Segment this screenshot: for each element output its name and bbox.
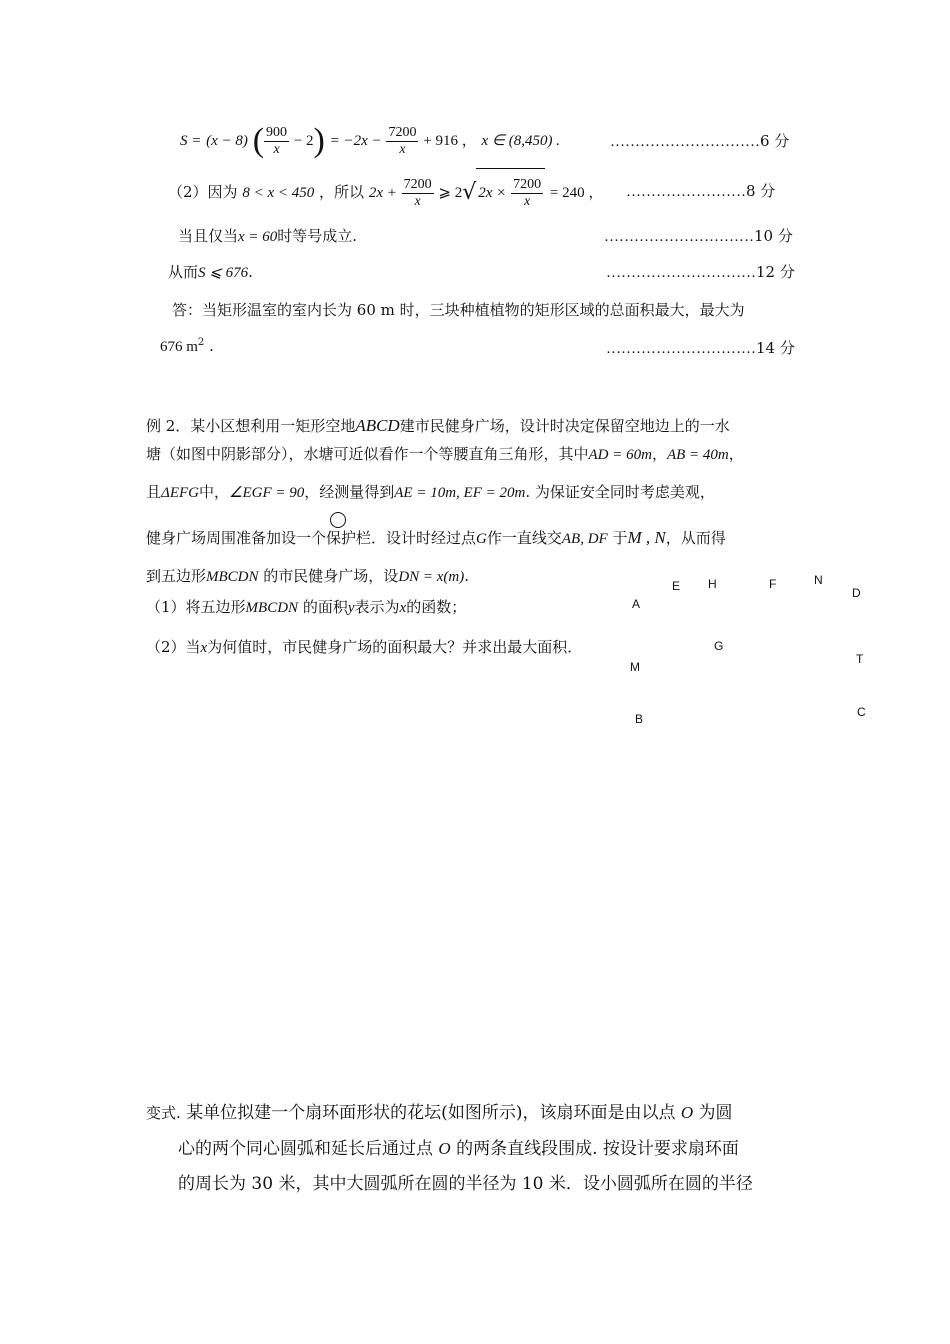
- label-d: D: [852, 586, 861, 600]
- variant-text: 为圆: [698, 1103, 733, 1123]
- score-value: 12 分: [756, 263, 795, 281]
- answer-text: 答：当矩形温室的室内长为 60 m 时，三块种植植物的矩形区域的总面积最大，最大为: [172, 301, 745, 319]
- var-x: x: [200, 640, 208, 656]
- ex2-text: ，经测量得到: [304, 483, 395, 501]
- point-o: O: [680, 1103, 694, 1122]
- label-n: N: [814, 573, 823, 587]
- sqrt-content: 2x × $\frac{7200}{x}$: [476, 168, 545, 216]
- ex2-text: 作一直线交: [486, 529, 562, 547]
- score-line-2: [626, 180, 775, 201]
- line3-text-a: 当且仅当: [178, 227, 239, 245]
- variant-line-3: [178, 1169, 753, 1194]
- ex2-text: 到五边形: [146, 567, 207, 585]
- ex2-text: ，从而得: [665, 529, 726, 547]
- ex2-text: 健身广场周围准备加设一个保护栏．设计时经过点: [146, 529, 477, 547]
- ex2-text: ，: [651, 445, 667, 463]
- line4-text-a: 从而: [168, 263, 199, 281]
- formula-domain: x ∈ (8,450) .: [481, 133, 560, 149]
- example2-line-5: [146, 565, 469, 586]
- ex2-text: 于: [612, 529, 628, 547]
- ex2-text: .: [464, 567, 470, 585]
- leader-dots: ……………………: [626, 184, 746, 200]
- triangle-name: ΔEFG: [161, 485, 199, 501]
- line4-expr: S ⩽ 676: [198, 265, 249, 281]
- line2-result: = 240 ，: [549, 185, 604, 201]
- angle-egf: ∠EGF = 90: [229, 485, 305, 501]
- score-value: 6 分: [760, 132, 790, 150]
- ex2-text: （2）当: [146, 638, 201, 656]
- line2-inequality: 8 < x < 450: [242, 185, 315, 201]
- ex2-text: ，: [728, 445, 744, 463]
- answer-line: [172, 299, 745, 320]
- formula-mid: = −2x −: [329, 133, 382, 149]
- ex2-text: 为何值时，市民健身广场的面积最大？并求出最大面积．: [207, 638, 583, 656]
- solution-line-3: [178, 225, 357, 246]
- ex2-text: 中，: [198, 483, 229, 501]
- ex2-text: 的面积: [302, 598, 348, 616]
- example2-line-3: [146, 481, 715, 502]
- example2-line-1: [146, 415, 730, 436]
- score-value: 8 分: [746, 182, 776, 200]
- question-1: [146, 596, 466, 617]
- label-m: M: [630, 660, 640, 674]
- ad-length: AD = 60m: [588, 447, 652, 463]
- points-mn: M , N: [627, 528, 666, 547]
- solution-line-1: [180, 118, 560, 162]
- label-f: F: [769, 577, 777, 591]
- line2-geq: ⩾ 2: [438, 185, 463, 201]
- leader-dots: …………………………: [604, 229, 754, 245]
- variant-line-2: [178, 1134, 739, 1159]
- line4-text-b: .: [248, 263, 253, 281]
- fraction-900-x: $\frac{900}{x}$: [266, 124, 288, 157]
- ex2-text: 建市民健身广场，设计时决定保留空地边上的一水: [399, 417, 730, 435]
- formula-tail: + 916 ，: [423, 133, 477, 149]
- label-h: H: [708, 577, 717, 591]
- big-paren-left: (: [252, 122, 265, 159]
- label-b: B: [635, 712, 644, 726]
- pentagon-name: MBCDN: [245, 600, 299, 616]
- pentagon-name: MBCDN: [206, 569, 259, 585]
- score-line-1: [610, 130, 789, 151]
- line2-mid: ，所以: [319, 183, 365, 201]
- answer-unit-exponent: 2: [197, 337, 205, 348]
- label-a: A: [632, 597, 641, 611]
- score-value: 14 分: [756, 339, 795, 357]
- formula-factor: (x − 8): [206, 133, 248, 149]
- measurements: AE = 10m, EF = 20m: [394, 485, 526, 501]
- var-x: x: [399, 600, 407, 616]
- dn-def: DN = x(m): [398, 569, 465, 585]
- line3-condition: x = 60: [238, 229, 278, 245]
- formula-lhs: S =: [180, 133, 202, 149]
- ex2-text: （1）将五边形: [146, 598, 246, 616]
- ex2-text: 的市民健身广场，设: [263, 567, 399, 585]
- segments-ab-df: AB, DF: [561, 531, 608, 547]
- ex2-text: 且: [146, 483, 162, 501]
- rect-name: ABCD: [355, 416, 400, 435]
- var-y: y: [347, 600, 355, 616]
- leader-dots: …………………………: [606, 265, 756, 281]
- ab-length: AB = 40m: [666, 447, 729, 463]
- label-g: G: [714, 639, 724, 653]
- line2-prefix: （2）因为: [168, 183, 238, 201]
- leader-dots: …………………………: [606, 341, 756, 357]
- leader-dots: …………………………: [610, 134, 760, 150]
- ex2-text: 塘（如图中阴影部分），水塘可近似看作一个等腰直角三角形，其中: [146, 445, 589, 463]
- answer-end: .: [204, 337, 214, 355]
- ex2-text: 表示为: [354, 598, 400, 616]
- score-value: 10 分: [754, 227, 793, 245]
- line3-text-b: 时等号成立.: [277, 227, 358, 245]
- solution-line-4: [168, 261, 253, 282]
- fraction-7200-x: $\frac{7200}{x}$: [388, 124, 417, 157]
- variant-text: 的两条直线段围成. 按设计要求扇环面: [456, 1139, 739, 1159]
- example2-line-2: [146, 443, 744, 464]
- point-g: G: [476, 531, 487, 547]
- label-e: E: [672, 579, 681, 593]
- line2-fraction: $\frac{7200}{x}$: [403, 176, 432, 209]
- point-o: O: [438, 1139, 451, 1158]
- ex2-text: 的函数；: [406, 598, 467, 616]
- circle-mark: [330, 512, 346, 528]
- label-c: C: [857, 705, 866, 719]
- question-2: [146, 636, 582, 657]
- variant-line-1: [146, 1098, 733, 1123]
- variant-text: 的周长为 30 米，其中大圆弧所在圆的半径为 10 米．设小圆弧所在圆的半径: [178, 1174, 753, 1194]
- variant-text: 某单位拟建一个扇环面形状的花坛(如图所示)，该扇环面是由以点: [186, 1103, 676, 1123]
- label-t: T: [856, 652, 864, 666]
- ex2-text: 例 2．某小区想利用一矩形空地: [146, 417, 356, 435]
- formula-minus-two: − 2: [293, 133, 314, 149]
- variant-label: 变式.: [146, 1104, 181, 1122]
- answer-value: 676 m: [160, 339, 198, 355]
- score-line-3: [604, 225, 793, 246]
- sqrt-symbol: √: [462, 180, 477, 205]
- ex2-text: . 为保证安全同时考虑美观，: [525, 483, 715, 501]
- example2-line-4: [146, 527, 726, 548]
- score-line-5: [606, 337, 795, 358]
- solution-line-2: [168, 168, 603, 214]
- answer-value-line: [160, 337, 214, 356]
- score-line-4: [606, 261, 795, 282]
- big-paren-right: ): [313, 122, 325, 159]
- variant-text: 心的两个同心圆弧和延长后通过点: [178, 1139, 433, 1159]
- line2-expr: 2x +: [368, 185, 397, 201]
